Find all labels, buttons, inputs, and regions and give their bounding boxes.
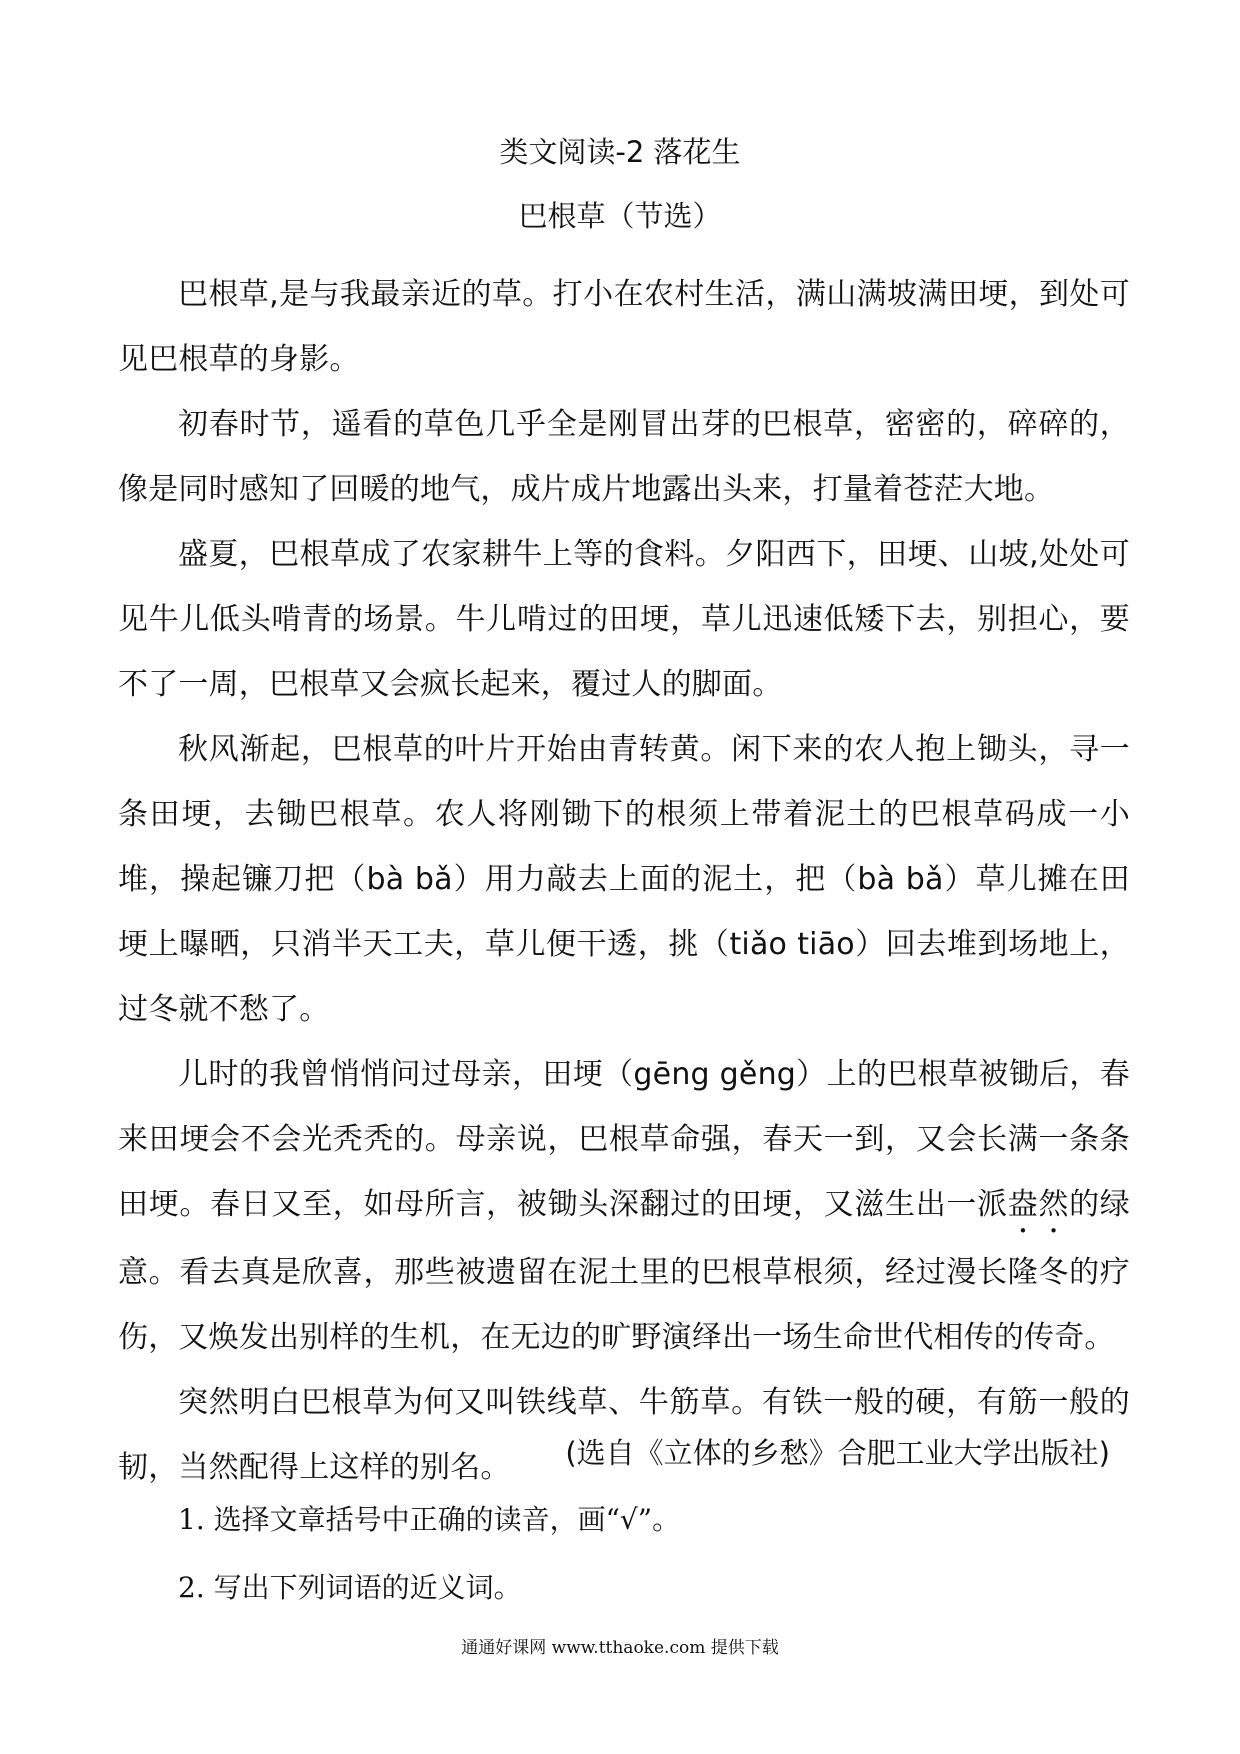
paragraph-3: 盛夏，巴根草成了农家耕牛上等的食料。夕阳西下，田埂、山坡,处处可见牛儿低头啃青的场景。牛儿啃过的田埂，草儿迅速低矮下去，别担心，要不了一周，巴根草又会疯长起来，覆过人的脚面。 [118, 537, 1130, 702]
essay-title: 巴根草（节选） [518, 199, 722, 233]
emphasized-word: 盎然 [1007, 1187, 1070, 1222]
paragraph-5-text-before: 儿时的我曾悄悄问过母亲，田埂（gēng gěng）上的巴根草被锄后，春来田埂会不会光秃秃的。母亲说，巴根草命强，春天一到，又会长满一条条田埂。春日又至，如母所言，被锄头深翻过的田埂，又滋生出一派 [118, 1057, 1130, 1222]
paragraph-6: 突然明白巴根草为何又叫铁线草、牛筋草。有铁一般的硬，有筋一般的韧，当然配得上这样的别名。 [118, 1385, 1130, 1485]
paragraph-5 [118, 1042, 1130, 1370]
question-1: 1. 选择文章括号中正确的读音，画“√”。 [178, 1503, 681, 1536]
footer-download-note: 通通好课网 www.tthaoke.com 提供下载 [461, 1638, 779, 1658]
question-2: 2. 写出下列词语的近义词。 [178, 1571, 522, 1604]
source-citation: (选自《立体的乡愁》合肥工业大学出版社) [565, 1436, 1110, 1470]
paragraph-5-text-after: 的绿意。看去真是欣喜，那些被遗留在泥土里的巴根草根须，经过漫长隆冬的疗伤，又焕发出别样的生机，在无边的旷野演绎出一场生命世代相传的传奇。 [118, 1187, 1130, 1355]
paragraph-1: 巴根草,是与我最亲近的草。打小在农村生活，满山满坡满田埂，到处可见巴根草的身影。 [118, 277, 1130, 377]
essay-body [118, 262, 1130, 1500]
paragraph-2: 初春时节，遥看的草色几乎全是刚冒出芽的巴根草，密密的，碎碎的，像是同时感知了回暖的地气，成片成片地露出头来，打量着苍茫大地。 [118, 407, 1130, 507]
paragraph-4: 秋风渐起，巴根草的叶片开始由青转黄。闲下来的农人抱上锄头，寻一条田埂，去锄巴根草。农人将刚锄下的根须上带着泥土的巴根草码成一小堆，操起镰刀把（bà bǎ）用力敲去上面的泥土，把（bà bǎ）草儿摊在田埂上曝晒，只消半天工夫，草儿便干透，挑（tiǎo tiāo）回去堆到场地上，过冬就不愁了。 [118, 732, 1130, 1027]
document-title: 类文阅读-2 落花生 [499, 135, 741, 169]
